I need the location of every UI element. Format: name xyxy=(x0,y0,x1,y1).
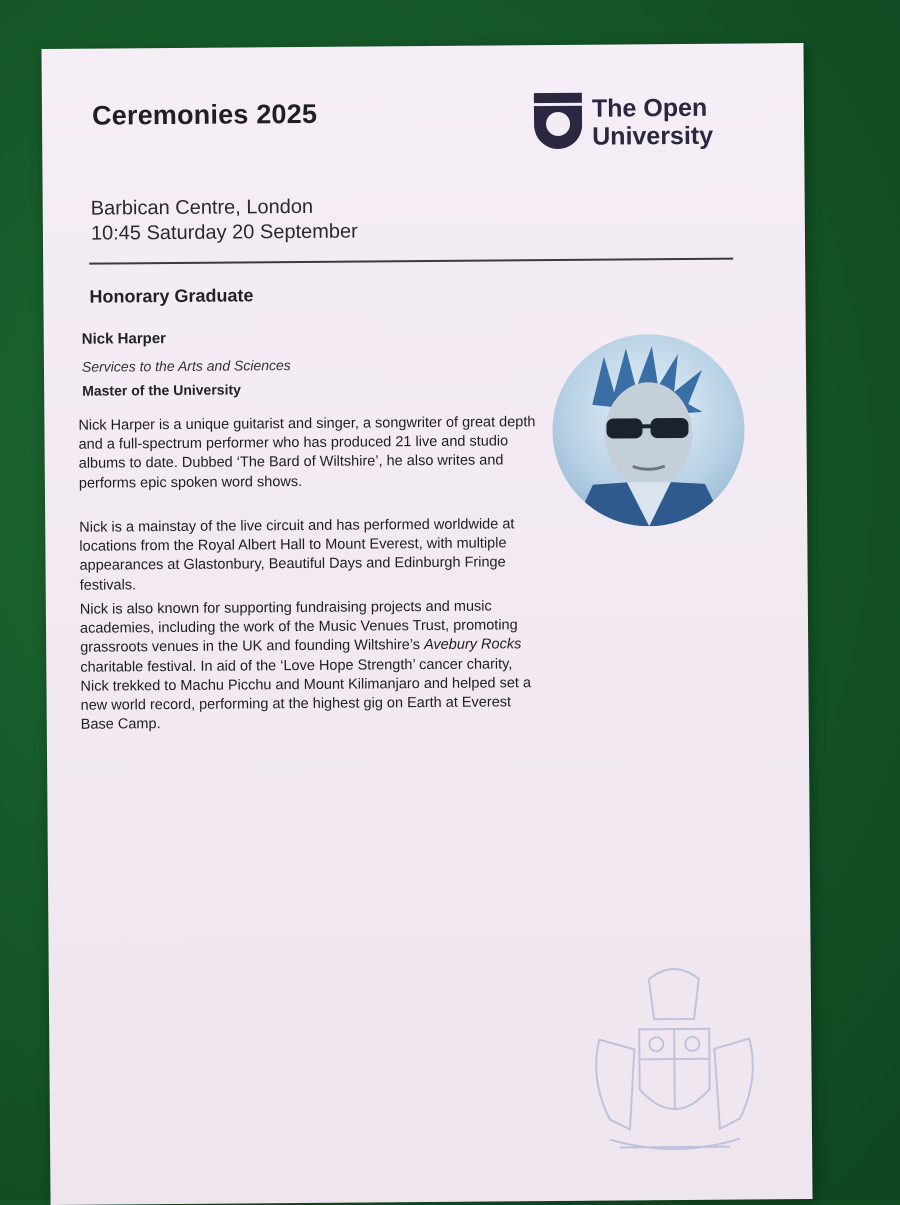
bio-paragraph-3 xyxy=(80,597,541,735)
graduate-portrait xyxy=(552,334,746,528)
logo-line-2: University xyxy=(592,121,714,151)
bio-p3-text-start: Nick is also known for supporting fundraising projects and music academies, including the work of the Music Venues Trust, promoting grassroots venues in the UK and founding Wiltshire’s xyxy=(79,598,518,657)
open-university-shield-icon xyxy=(532,91,584,153)
ceremonies-title: Ceremonies 2025 xyxy=(91,98,318,131)
bio-paragraph-1: Nick Harper is a unique guitarist and singer, a songwriter of great depth and a full-spectrum performer who has produced 21 live and studio albums to date. Dubbed ‘The Bard of Wiltshire’, he also writes and performs epic spoken word shows. xyxy=(78,414,536,492)
bio-p3-text-end: charitable festival. In aid of the ‘Love Hope Strength’ cancer charity, Nick trekked to Machu Picchu and Mount Kilimanjaro and helped set a new world record, performing at the highest gig on Earth at Everest Base Camp. xyxy=(80,655,532,733)
festival-name: Avebury Rocks xyxy=(423,636,522,654)
datetime-text: 10:45 Saturday 20 September xyxy=(90,220,358,245)
bio-paragraph-2: Nick is a mainstay of the live circuit and has performed worldwide at locations from the Royal Albert Hall to Mount Everest, with multiple appearances at Glastonbury, Beautiful Days and Edinburgh Fringe festivals. xyxy=(79,516,515,594)
university-coat-of-arms xyxy=(579,958,771,1159)
graduate-degree: Master of the University xyxy=(82,381,241,399)
ceremony-card xyxy=(41,43,812,1205)
portrait-image xyxy=(552,334,746,528)
venue-text: Barbican Centre, London xyxy=(90,195,314,220)
event-details xyxy=(91,195,358,247)
logo-line-1: The Open xyxy=(591,93,708,123)
open-university-logo xyxy=(532,90,732,154)
divider xyxy=(89,258,733,265)
graduate-citation: Services to the Arts and Sciences xyxy=(81,357,291,375)
graduate-name: Nick Harper xyxy=(81,330,167,348)
section-heading: Honorary Graduate xyxy=(89,285,254,307)
